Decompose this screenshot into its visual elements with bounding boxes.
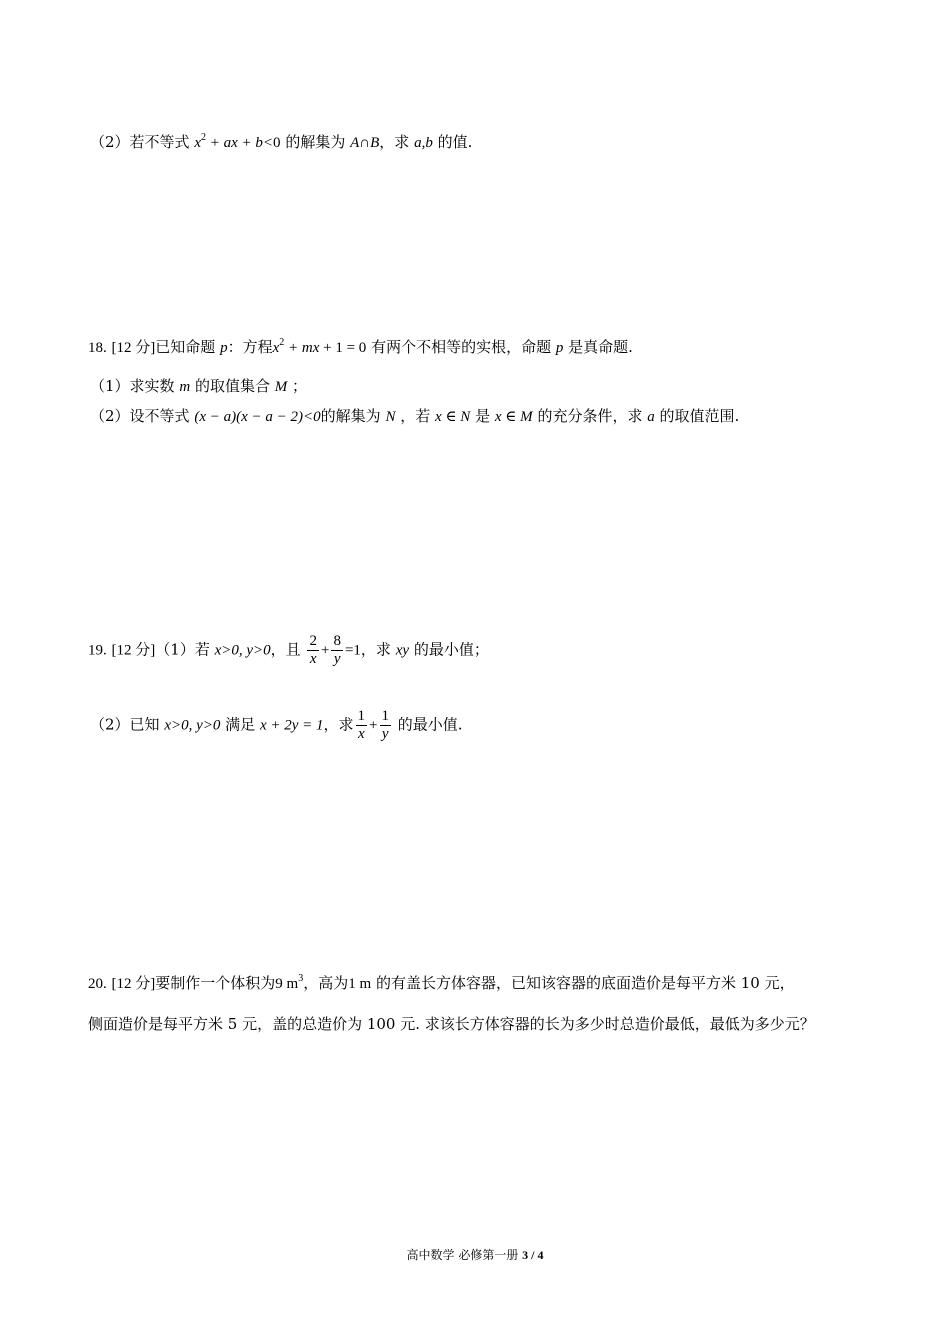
q17-inequality: $x^2$ + ax + b<0 <box>194 132 281 151</box>
page-footer: 高中数学 必修第一册 3 / 4 <box>406 1248 544 1262</box>
q19-points: [12 分] <box>111 642 156 659</box>
q18-inequality: (x − a)(x − a − 2)<0 <box>194 409 321 425</box>
page-number: 3 / 4 <box>522 1248 544 1262</box>
q18-part2: （2）设不等式 (x − a)(x − a − 2)<0的解集为 N ，若 x ∈ N 是 x ∈ M 的充分条件，求 a 的取值范围. <box>90 407 740 425</box>
q18-points: [12 分] <box>111 340 156 356</box>
q19-part2: （2）已知 x>0, y>0 满足 x + 2y = 1，求 $\frac{1}{x}$ + $\frac{1}{y}$ 的最小值. <box>90 708 463 742</box>
q19-part1: 19. [12 分]（1）若 x>0, y>0，且 $\frac{2}{x}$ + $\frac{8}{y}$ =1，求 xy 的最小值； <box>88 633 489 667</box>
q18-equation: $x^2$ + mx + 1 = 0 <box>272 337 367 356</box>
fraction-2-over-x: $\frac{2}{x}$ <box>309 633 317 667</box>
q20-line2: 侧面造价是每平方米 5 元，盖的总造价为 100 元. 求该长方体容器的长为多少时总造价最低，最低为多少元？ <box>88 1015 815 1033</box>
q20-volume: 9 $m^3$ <box>275 973 304 992</box>
q17-set: A∩B <box>350 135 380 151</box>
q20-line1: 20. [12 分]要制作一个体积为9 $m^3$，高为1 m 的有盖长方体容器，已知该容器的底面造价是每平方米 10 元， <box>88 973 795 992</box>
fraction-8-over-y: $\frac{8}{y}$ <box>333 633 341 667</box>
q17-part2: （2）若不等式 $x^2$ + ax + b<0 的解集为 A∩B，求 a,b 的值. <box>90 132 473 151</box>
fraction-1-over-y: $\frac{1}{y}$ <box>381 708 390 742</box>
q18-part1: （1）求实数 m 的取值集合 M ； <box>90 377 308 395</box>
q20-points: [12 分] <box>111 976 156 992</box>
q18-stem: 18. [12 分]已知命题 p：方程$x^2$ + mx + 1 = 0 有两个不相等的实根，命题 p 是真命题. <box>88 337 633 356</box>
fraction-1-over-x: $\frac{1}{x}$ <box>357 708 366 742</box>
